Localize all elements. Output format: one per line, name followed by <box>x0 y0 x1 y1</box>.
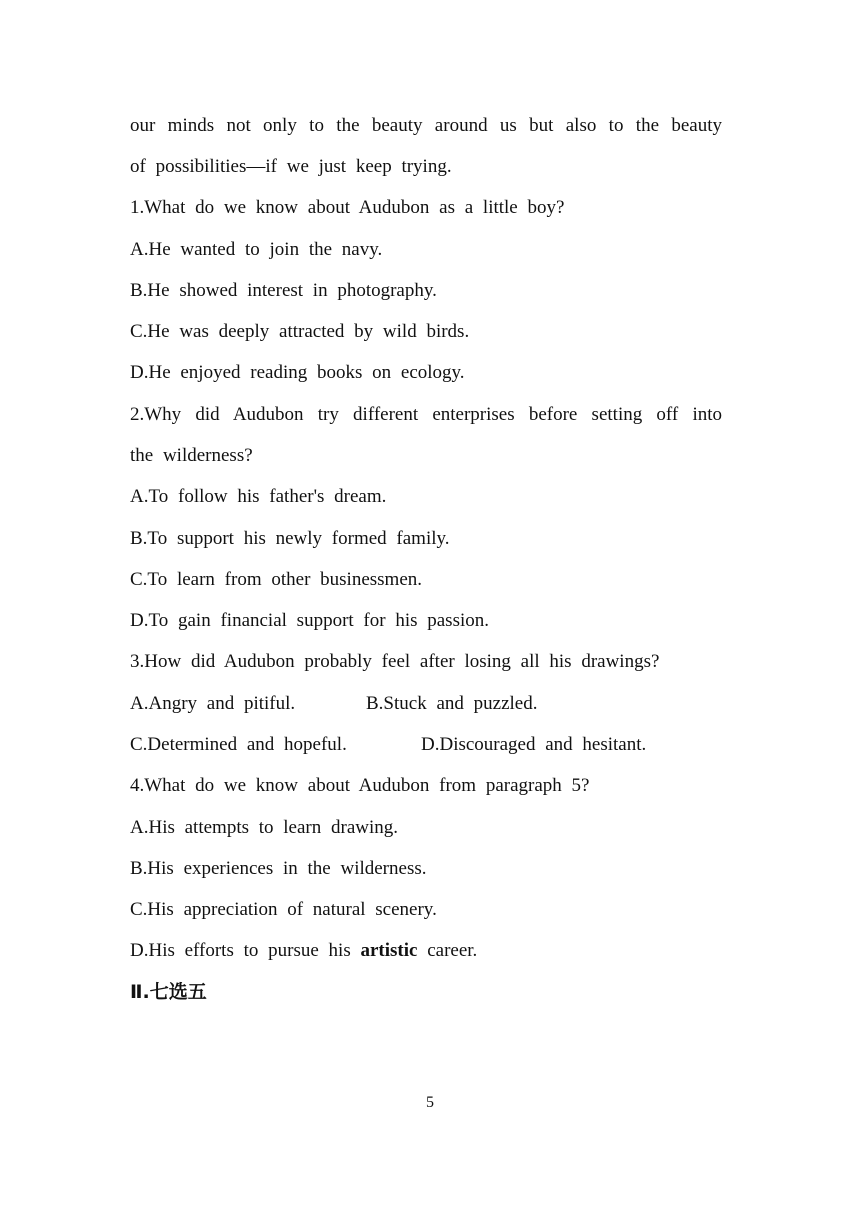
question-3-option-a: A.Angry and pitiful. <box>130 693 296 714</box>
question-1-stem: 1.What do we know about Audubon as a little boy? <box>130 197 565 218</box>
option-d-text-end: career. <box>427 940 478 961</box>
question-3-option-b: B.Stuck and puzzled. <box>366 693 538 714</box>
question-2-option-d: D.To gain financial support for his passion. <box>130 610 490 631</box>
question-4-option-a: A.His attempts to learn drawing. <box>130 817 399 838</box>
question-3-options-row-1 <box>130 692 722 716</box>
question-1-option-d: D.He enjoyed reading books on ecology. <box>130 362 465 383</box>
question-3-option-d: D.Discouraged and hesitant. <box>421 734 647 755</box>
question-2-option-c: C.To learn from other businessmen. <box>130 569 423 590</box>
question-3-options-row-2 <box>130 733 722 757</box>
question-2-option-a: A.To follow his father's dream. <box>130 486 387 507</box>
question-2-stem-continued: the wilderness? <box>130 445 253 466</box>
question-2-stem: 2.Why did Audubon try different enterprises before setting off into <box>130 404 722 425</box>
question-3-option-c: C.Determined and hopeful. <box>130 734 347 755</box>
question-4-stem: 4.What do we know about Audubon from paragraph 5? <box>130 775 590 796</box>
question-1-option-b: B.He showed interest in photography. <box>130 280 437 301</box>
passage-line: of possibilities—if we just keep trying. <box>130 156 452 177</box>
question-3-stem: 3.How did Audubon probably feel after losing all his drawings? <box>130 651 660 672</box>
bold-keyword: artistic <box>360 940 418 961</box>
question-4-option-b: B.His experiences in the wilderness. <box>130 858 427 879</box>
question-2-option-b: B.To support his newly formed family. <box>130 528 450 549</box>
page-number: 5 <box>426 1094 434 1111</box>
passage-line: our minds not only to the beauty around us but also to the beauty <box>130 115 722 136</box>
option-d-text: D.His efforts to pursue his <box>130 940 351 961</box>
question-1-option-c: C.He was deeply attracted by wild birds. <box>130 321 470 342</box>
question-4-option-c: C.His appreciation of natural scenery. <box>130 899 437 920</box>
question-1-option-a: A.He wanted to join the navy. <box>130 239 383 260</box>
section-heading: Ⅱ.七选五 <box>130 981 207 1003</box>
question-4-option-d <box>130 939 722 963</box>
